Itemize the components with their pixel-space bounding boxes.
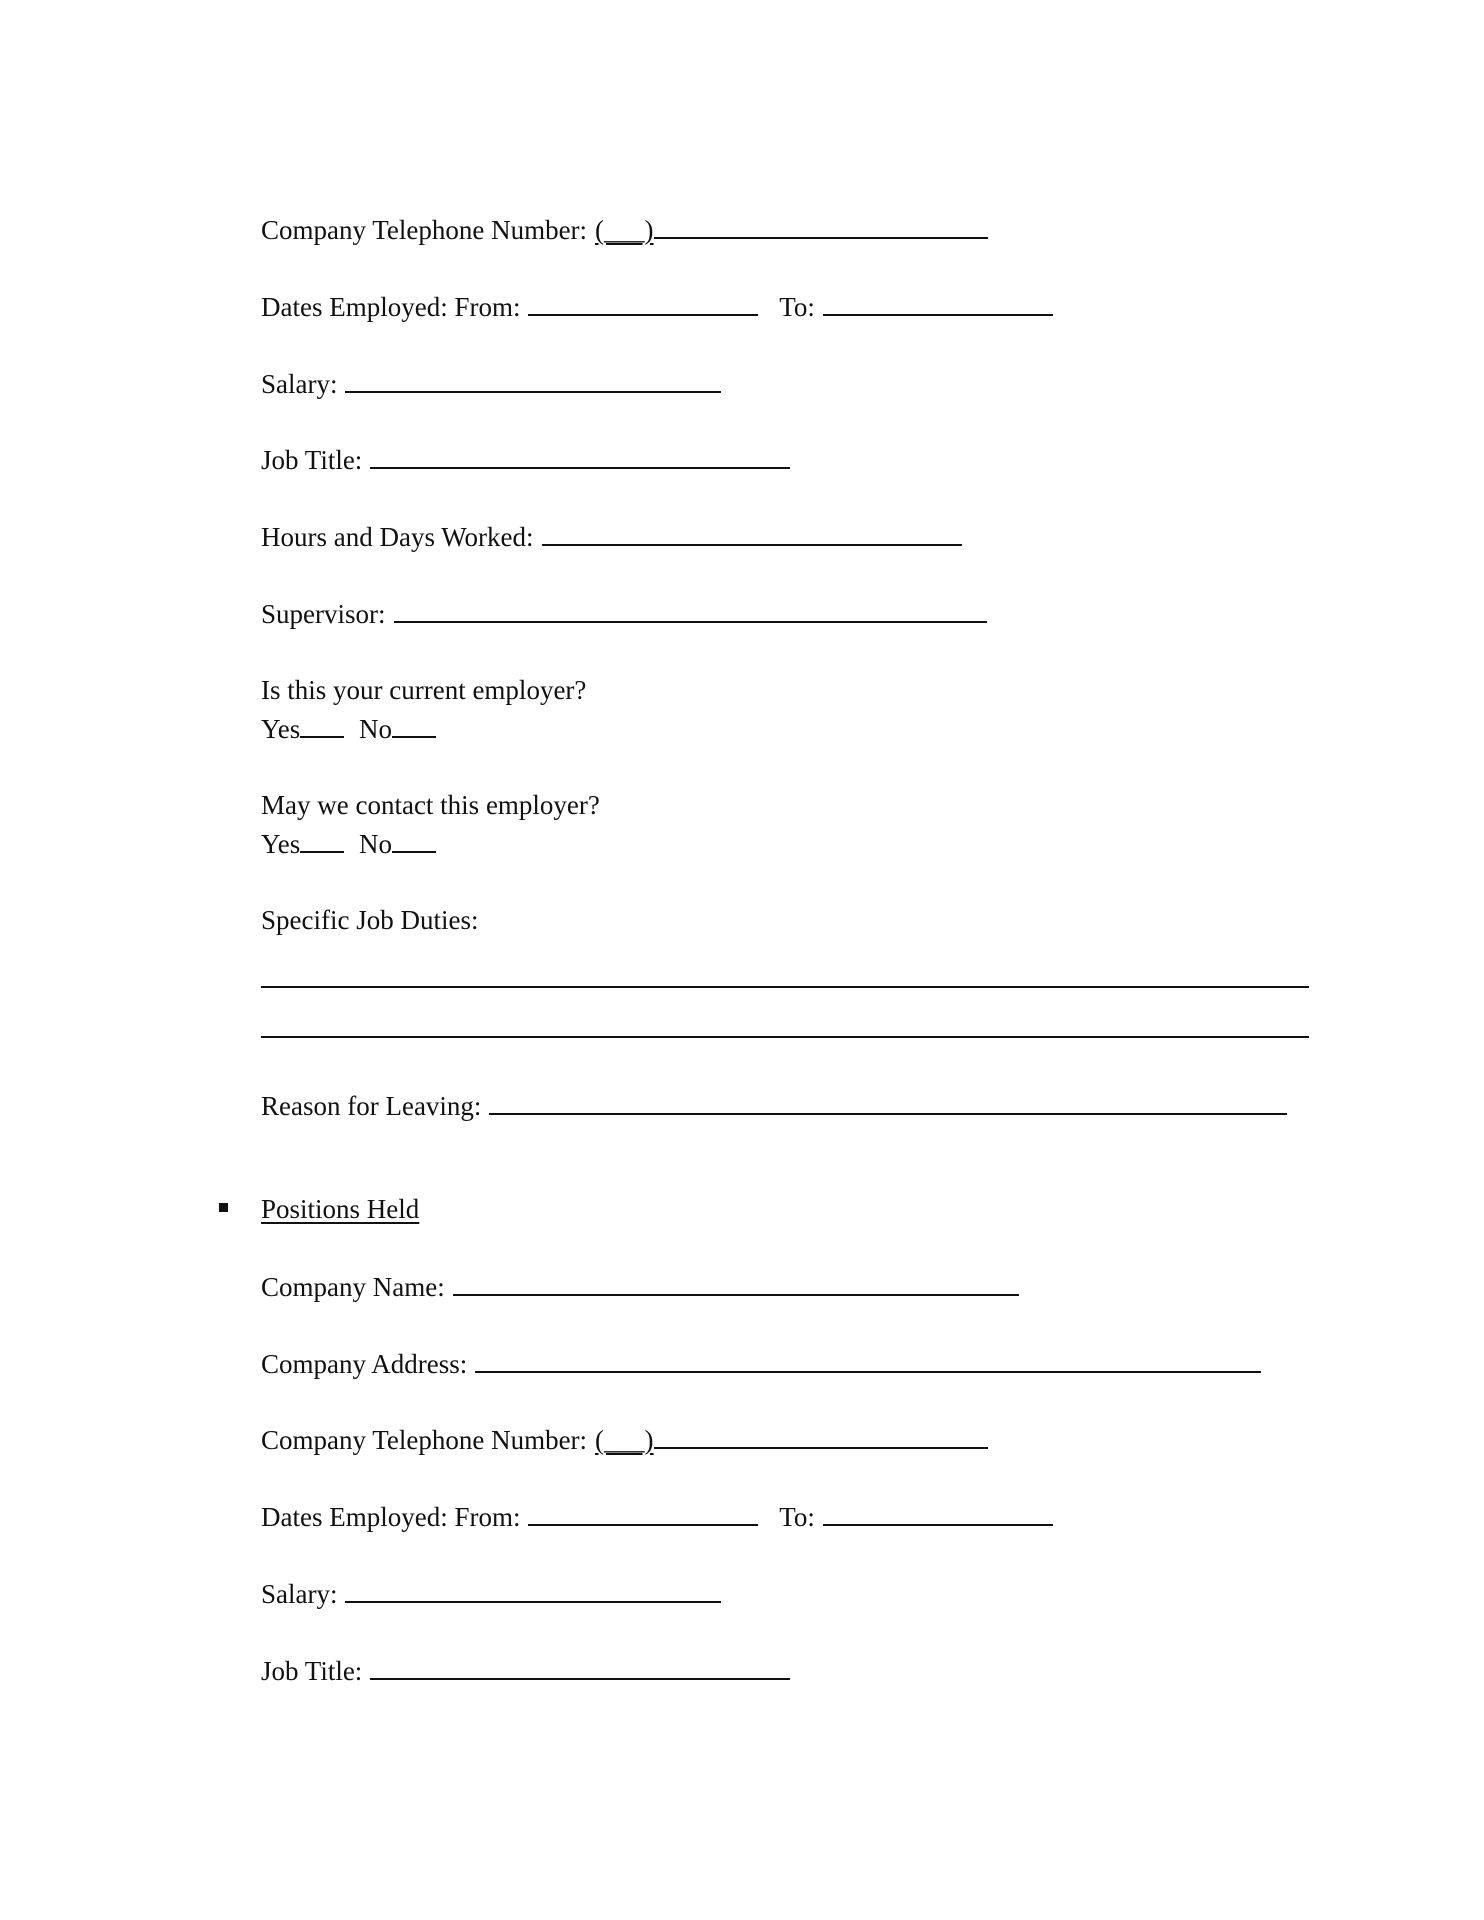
contact-no-field[interactable] xyxy=(392,827,436,853)
yes-label: Yes xyxy=(261,829,301,859)
dates-row-2 xyxy=(261,1500,1053,1533)
duties-line-2[interactable] xyxy=(261,1036,1309,1038)
dates-to-label: To: xyxy=(779,1502,815,1532)
salary-row xyxy=(261,367,721,400)
dates-from-field[interactable] xyxy=(528,1500,758,1526)
no-label: No xyxy=(359,829,393,859)
dates-row xyxy=(261,290,1053,323)
supervisor-field[interactable] xyxy=(394,597,987,623)
salary-label: Salary: xyxy=(261,1579,338,1609)
telephone-row-2 xyxy=(261,1423,988,1456)
dates-to-label: To: xyxy=(779,292,815,322)
company-name-label: Company Name: xyxy=(261,1272,445,1302)
bullet-icon xyxy=(219,1203,228,1212)
positions-held-heading: Positions Held xyxy=(261,1194,420,1224)
telephone-field[interactable] xyxy=(654,1423,988,1449)
reason-field[interactable] xyxy=(489,1089,1287,1115)
duties-line-1[interactable] xyxy=(261,986,1309,988)
salary-row-2 xyxy=(261,1577,721,1610)
salary-label: Salary: xyxy=(261,369,338,399)
job-title-row-2 xyxy=(261,1654,790,1687)
reason-label: Reason for Leaving: xyxy=(261,1091,482,1121)
job-title-field[interactable] xyxy=(370,1654,790,1680)
contact-answer xyxy=(261,827,436,860)
company-name-row xyxy=(261,1270,1019,1303)
job-title-field[interactable] xyxy=(370,443,790,469)
company-address-row xyxy=(261,1347,1261,1380)
company-name-field[interactable] xyxy=(453,1270,1019,1296)
current-employer-answer xyxy=(261,712,436,745)
job-title-label: Job Title: xyxy=(261,1656,363,1686)
hours-row xyxy=(261,520,962,553)
hours-field[interactable] xyxy=(542,520,962,546)
salary-field[interactable] xyxy=(345,367,721,393)
contact-question: May we contact this employer? xyxy=(261,790,600,820)
job-title-row xyxy=(261,443,790,476)
telephone-label: Company Telephone Number: xyxy=(261,215,588,245)
hours-label: Hours and Days Worked: xyxy=(261,522,534,552)
yes-label: Yes xyxy=(261,714,301,744)
company-address-label: Company Address: xyxy=(261,1349,468,1379)
current-yes-field[interactable] xyxy=(300,712,344,738)
telephone-row xyxy=(261,213,988,246)
duties-label: Specific Job Duties: xyxy=(261,905,479,935)
supervisor-label: Supervisor: xyxy=(261,599,386,629)
company-address-field[interactable] xyxy=(475,1347,1261,1373)
reason-row xyxy=(261,1089,1287,1122)
job-title-label: Job Title: xyxy=(261,445,363,475)
area-code-field[interactable]: (___) xyxy=(595,1425,654,1455)
dates-to-field[interactable] xyxy=(823,1500,1053,1526)
dates-from-label: Dates Employed: From: xyxy=(261,292,521,322)
telephone-label: Company Telephone Number: xyxy=(261,1425,588,1455)
dates-to-field[interactable] xyxy=(823,290,1053,316)
telephone-field[interactable] xyxy=(654,213,988,239)
no-label: No xyxy=(359,714,393,744)
contact-yes-field[interactable] xyxy=(300,827,344,853)
dates-from-field[interactable] xyxy=(528,290,758,316)
current-no-field[interactable] xyxy=(392,712,436,738)
supervisor-row xyxy=(261,597,987,630)
current-employer-question: Is this your current employer? xyxy=(261,675,587,705)
salary-field[interactable] xyxy=(345,1577,721,1603)
dates-from-label: Dates Employed: From: xyxy=(261,1502,521,1532)
area-code-field[interactable]: (___) xyxy=(595,215,654,245)
